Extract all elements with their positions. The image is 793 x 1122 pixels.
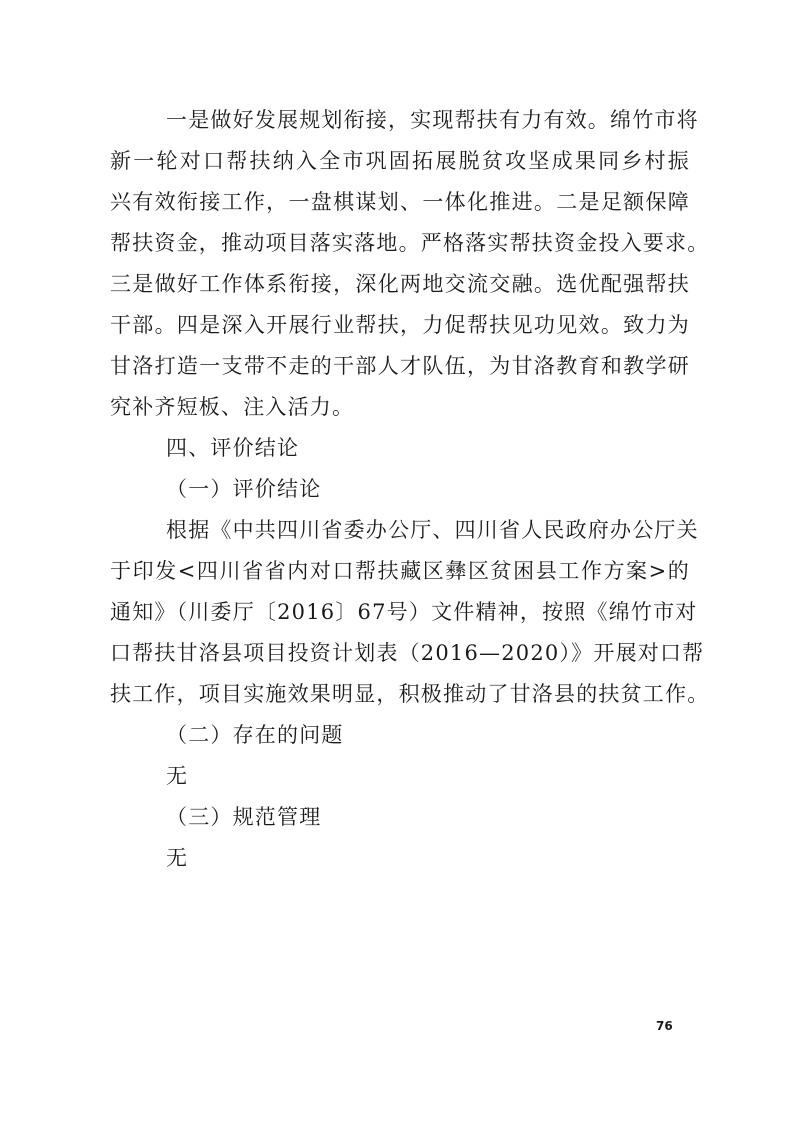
paragraph-line: 新一轮对口帮扶纳入全市巩固拓展脱贫攻坚成果同乡村振 — [110, 149, 690, 173]
paragraph-line: 通知》（川委厅〔2016〕67号）文件精神，按照《绵竹市对 — [110, 600, 698, 624]
paragraph-line: 无 — [166, 764, 189, 788]
page-number: 76 — [656, 1019, 673, 1033]
paragraph-line: 三是做好工作体系衔接，深化两地交流交融。选优配强帮扶 — [110, 272, 690, 296]
paragraph-line: 干部。四是深入开展行业帮扶，力促帮扶见功见效。致力为 — [110, 313, 690, 337]
section-heading: 四、评价结论 — [166, 436, 300, 460]
subsection-heading: （三）规范管理 — [166, 805, 322, 829]
paragraph-line: 口帮扶甘洛县项目投资计划表（2016—2020）》开展对口帮 — [110, 641, 705, 665]
paragraph-line: 根据《中共四川省委办公厅、四川省人民政府办公厅关 — [166, 518, 699, 542]
paragraph-line: 兴有效衔接工作，一盘棋谋划、一体化推进。二是足额保障 — [110, 190, 690, 214]
paragraph-line: 扶工作，项目实施效果明显，积极推动了甘洛县的扶贫工作。 — [110, 682, 710, 706]
paragraph-line: 帮扶资金，推动项目落实落地。严格落实帮扶资金投入要求。 — [110, 231, 710, 255]
paragraph-line: 究补齐短板、注入活力。 — [110, 395, 355, 419]
paragraph-line: 一是做好发展规划衔接，实现帮扶有力有效。绵竹市将 — [166, 108, 699, 132]
subsection-heading: （一）评价结论 — [166, 477, 322, 501]
subsection-heading: （二）存在的问题 — [166, 723, 344, 747]
paragraph-line: 无 — [166, 846, 189, 870]
paragraph-line: 甘洛打造一支带不走的干部人才队伍，为甘洛教育和教学研 — [110, 354, 690, 378]
paragraph-line: 于印发<四川省省内对口帮扶藏区彝区贫困县工作方案>的 — [110, 559, 690, 583]
